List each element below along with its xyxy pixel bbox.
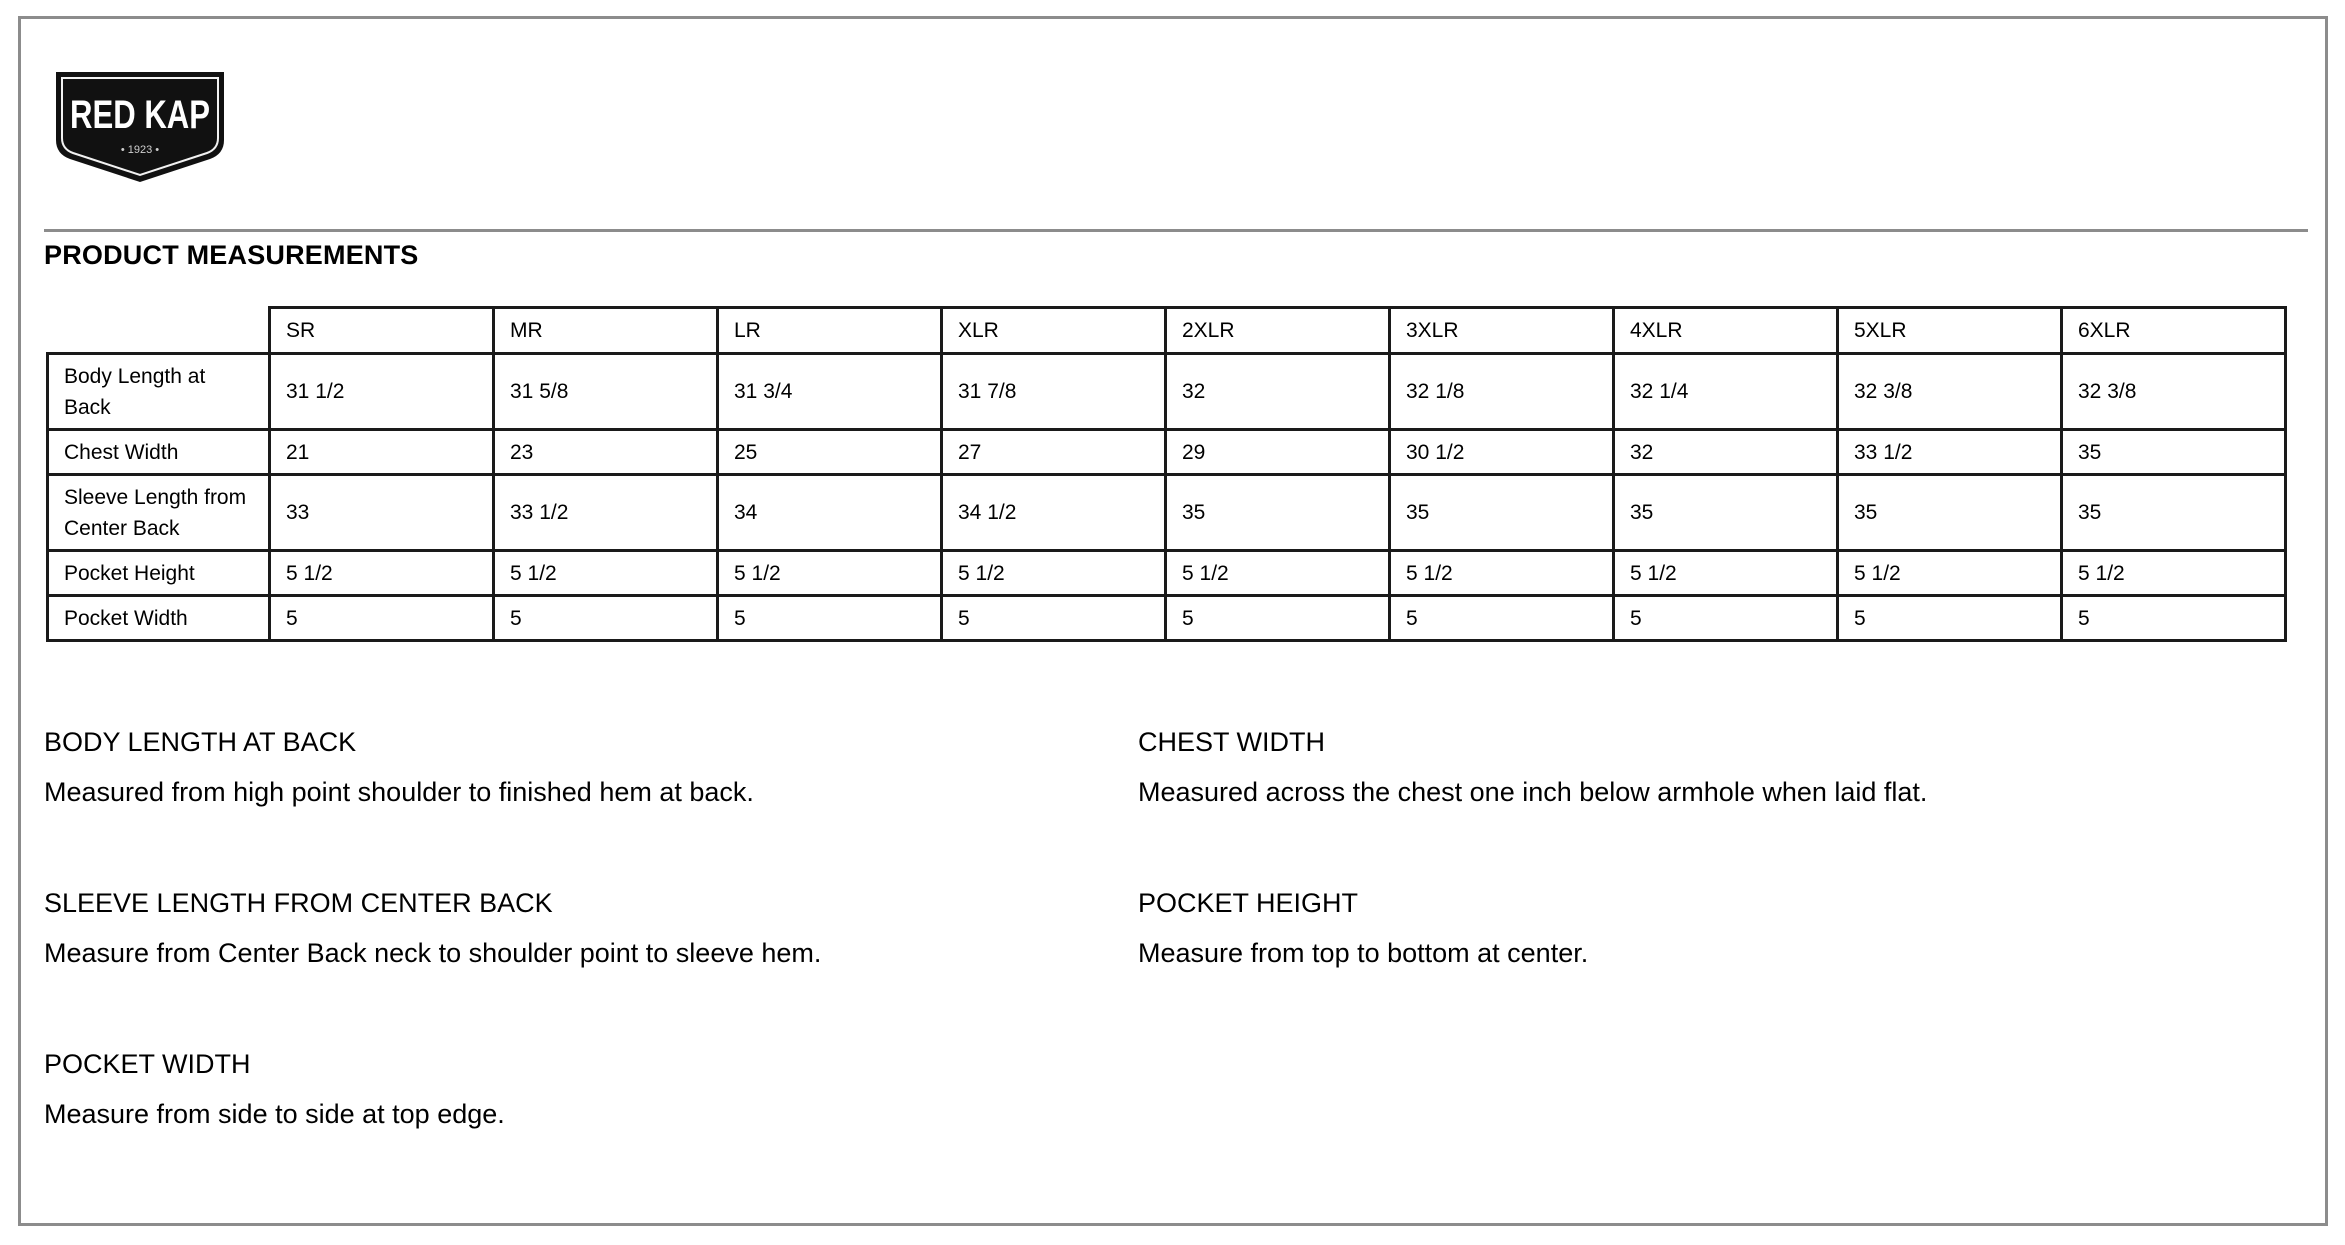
table-cell: 23 [494, 430, 718, 475]
table-cell: 33 1/2 [1838, 430, 2062, 475]
definition-term: CHEST WIDTH [1138, 727, 1325, 757]
table-cell: 5 [2062, 596, 2286, 641]
size-header: SR [270, 308, 494, 354]
row-label: Pocket Width [48, 596, 270, 641]
size-header: 6XLR [2062, 308, 2286, 354]
definition-description: Measure from Center Back neck to shoulder point to sleeve hem. [44, 938, 822, 968]
measurements-table [46, 306, 2287, 642]
table-cell: 35 [1390, 475, 1614, 551]
table-cell: 5 [494, 596, 718, 641]
definition-term: POCKET HEIGHT [1138, 888, 1359, 918]
row-label: Body Length at Back [48, 354, 270, 430]
table-cell: 35 [1838, 475, 2062, 551]
table-cell: 35 [1166, 475, 1390, 551]
size-header: 3XLR [1390, 308, 1614, 354]
definition-description: Measured from high point shoulder to finished hem at back. [44, 777, 754, 807]
table-cell: 21 [270, 430, 494, 475]
section-title: PRODUCT MEASUREMENTS [44, 240, 419, 270]
size-header: XLR [942, 308, 1166, 354]
table-cell: 34 [718, 475, 942, 551]
definition-pocket-height [1138, 887, 2188, 969]
definition-pocket-width [44, 1048, 1094, 1130]
table-cell: 5 [1390, 596, 1614, 641]
table-cell: 5 [1614, 596, 1838, 641]
table-row [48, 475, 2286, 551]
table-cell: 5 1/2 [1390, 551, 1614, 596]
table-cell: 33 1/2 [494, 475, 718, 551]
table-row [48, 354, 2286, 430]
size-header: LR [718, 308, 942, 354]
row-label: Pocket Height [48, 551, 270, 596]
logo-subtext: • 1923 • [120, 144, 160, 156]
definition-body-length [44, 726, 1094, 808]
size-header: MR [494, 308, 718, 354]
size-header: 4XLR [1614, 308, 1838, 354]
definition-chest-width [1138, 726, 2188, 808]
table-cell: 5 [1166, 596, 1390, 641]
definition-term: BODY LENGTH AT BACK [44, 727, 357, 757]
table-cell: 5 [1838, 596, 2062, 641]
row-label: Sleeve Length from Center Back [48, 475, 270, 551]
definition-description: Measure from top to bottom at center. [1138, 938, 1589, 968]
definition-sleeve-length [44, 887, 1094, 969]
table-cell: 30 1/2 [1390, 430, 1614, 475]
red-kap-logo [50, 68, 230, 186]
definition-term: POCKET WIDTH [44, 1049, 251, 1079]
table-cell: 5 [718, 596, 942, 641]
definition-description: Measured across the chest one inch below armhole when laid flat. [1138, 777, 1928, 807]
table-cell: 5 1/2 [1614, 551, 1838, 596]
definition-term: SLEEVE LENGTH FROM CENTER BACK [44, 888, 553, 918]
size-header: 2XLR [1166, 308, 1390, 354]
table-cell: 5 1/2 [2062, 551, 2286, 596]
table-header-row [48, 308, 2286, 354]
table-cell: 35 [2062, 475, 2286, 551]
table-cell: 32 [1166, 354, 1390, 430]
table-cell: 33 [270, 475, 494, 551]
table-cell: 5 1/2 [942, 551, 1166, 596]
logo-badge-icon [50, 68, 230, 186]
table-row [48, 430, 2286, 475]
table-cell: 5 [270, 596, 494, 641]
table-corner-cell [48, 308, 270, 354]
table-cell: 35 [1614, 475, 1838, 551]
size-header: 5XLR [1838, 308, 2062, 354]
table-cell: 27 [942, 430, 1166, 475]
table-cell: 5 1/2 [1838, 551, 2062, 596]
table-cell: 5 1/2 [718, 551, 942, 596]
table-row [48, 551, 2286, 596]
table-cell: 31 5/8 [494, 354, 718, 430]
table-cell: 5 [942, 596, 1166, 641]
table-cell: 5 1/2 [1166, 551, 1390, 596]
header-divider [44, 229, 2308, 232]
table-cell: 25 [718, 430, 942, 475]
table-cell: 32 1/8 [1390, 354, 1614, 430]
table-cell: 5 1/2 [494, 551, 718, 596]
table-cell: 32 [1614, 430, 1838, 475]
row-label: Chest Width [48, 430, 270, 475]
table-cell: 29 [1166, 430, 1390, 475]
table-cell: 32 3/8 [1838, 354, 2062, 430]
table-cell: 34 1/2 [942, 475, 1166, 551]
table-cell: 32 1/4 [1614, 354, 1838, 430]
table-cell: 5 1/2 [270, 551, 494, 596]
table-cell: 31 1/2 [270, 354, 494, 430]
table-cell: 32 3/8 [2062, 354, 2286, 430]
definition-description: Measure from side to side at top edge. [44, 1099, 505, 1129]
table-cell: 31 3/4 [718, 354, 942, 430]
table-row [48, 596, 2286, 641]
table-cell: 35 [2062, 430, 2286, 475]
table-cell: 31 7/8 [942, 354, 1166, 430]
logo-text: RED KAP [70, 93, 210, 137]
